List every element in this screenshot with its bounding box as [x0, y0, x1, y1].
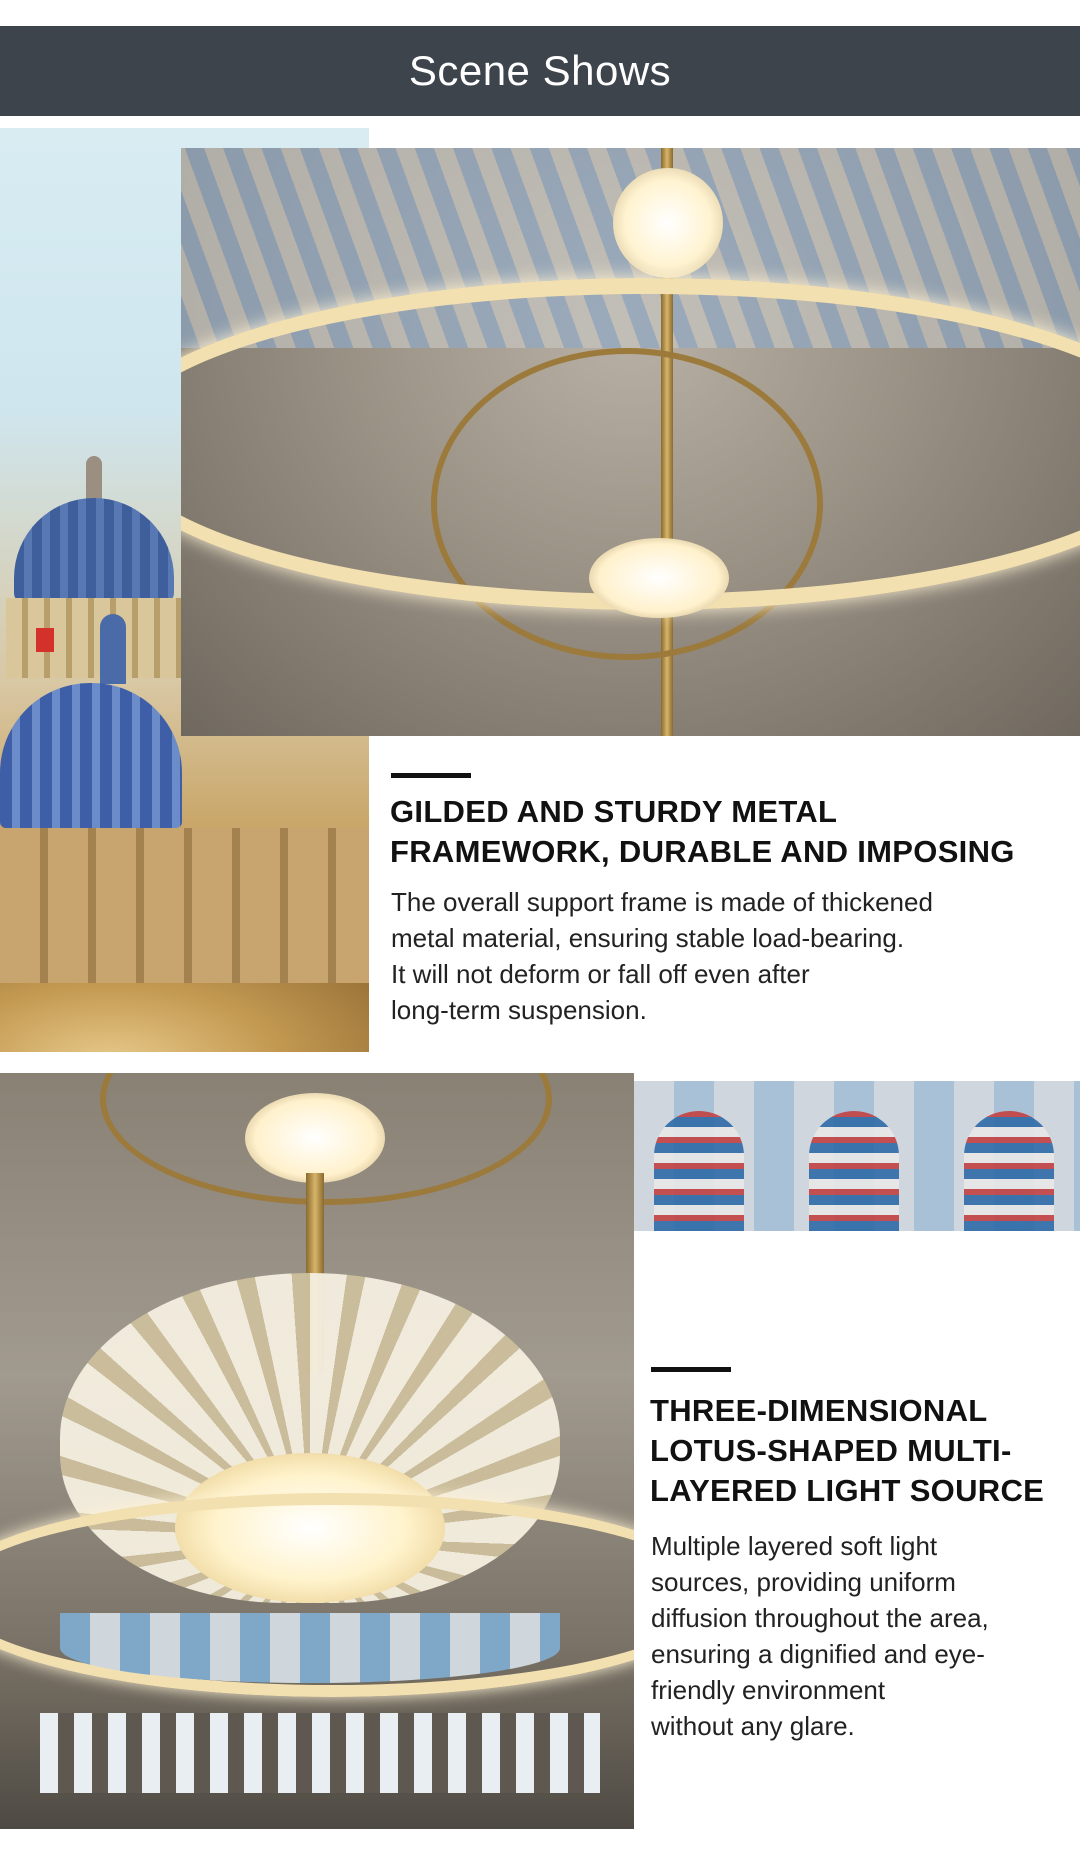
body-line: long-term suspension.	[391, 995, 647, 1025]
body-line: without any glare.	[651, 1711, 855, 1741]
top-globe-light	[613, 168, 723, 278]
arched-wall	[0, 828, 369, 988]
body-line: sources, providing uniform	[651, 1567, 956, 1597]
section-header-banner	[0, 26, 1080, 116]
golden-rock-foreground	[0, 983, 369, 1052]
heading-line: LAYERED LIGHT SOURCE	[650, 1473, 1045, 1508]
body-line: Multiple layered soft light	[651, 1531, 938, 1561]
blue-ornamental-frieze	[60, 1613, 560, 1683]
chandelier-ring-photo	[181, 148, 1080, 736]
tiled-arch	[654, 1111, 744, 1231]
heading-line: GILDED AND STURDY METAL	[390, 794, 838, 829]
body-line: diffusion throughout the area,	[651, 1603, 989, 1633]
body-line: ensuring a dignified and eye-	[651, 1639, 985, 1669]
heading-line: THREE-DIMENSIONAL	[650, 1393, 988, 1428]
body-line: metal material, ensuring stable load-bearing.	[391, 923, 905, 953]
blue-dome-upper	[14, 498, 174, 603]
body-line: The overall support frame is made of thickened	[391, 887, 933, 917]
upper-globe-light	[245, 1093, 385, 1183]
tiled-arch	[964, 1111, 1054, 1231]
dome-lantern	[100, 614, 126, 684]
feature-description-lotus	[651, 1528, 1071, 1744]
center-globe-light	[589, 538, 729, 618]
mosque-interior-photo	[634, 1081, 1080, 1231]
arched-windows	[40, 1713, 600, 1793]
heading-accent-rule	[651, 1367, 731, 1372]
heading-line: LOTUS-SHAPED MULTI-	[650, 1433, 1012, 1468]
heading-accent-rule	[391, 773, 471, 778]
body-line: friendly environment	[651, 1675, 886, 1705]
red-flag	[36, 628, 54, 652]
section-title: Scene Shows	[408, 47, 672, 94]
feature-heading-frame	[390, 792, 1070, 872]
tiled-arch	[809, 1111, 899, 1231]
blue-dome-lower	[0, 683, 182, 828]
minaret-spire	[86, 456, 102, 500]
heading-line: FRAMEWORK, DURABLE AND IMPOSING	[390, 834, 1015, 869]
feature-heading-lotus	[650, 1391, 1070, 1511]
feature-description-frame	[391, 884, 1011, 1028]
body-line: It will not deform or fall off even after	[391, 959, 810, 989]
lotus-chandelier-photo	[0, 1073, 634, 1829]
tower-drum	[6, 598, 181, 678]
